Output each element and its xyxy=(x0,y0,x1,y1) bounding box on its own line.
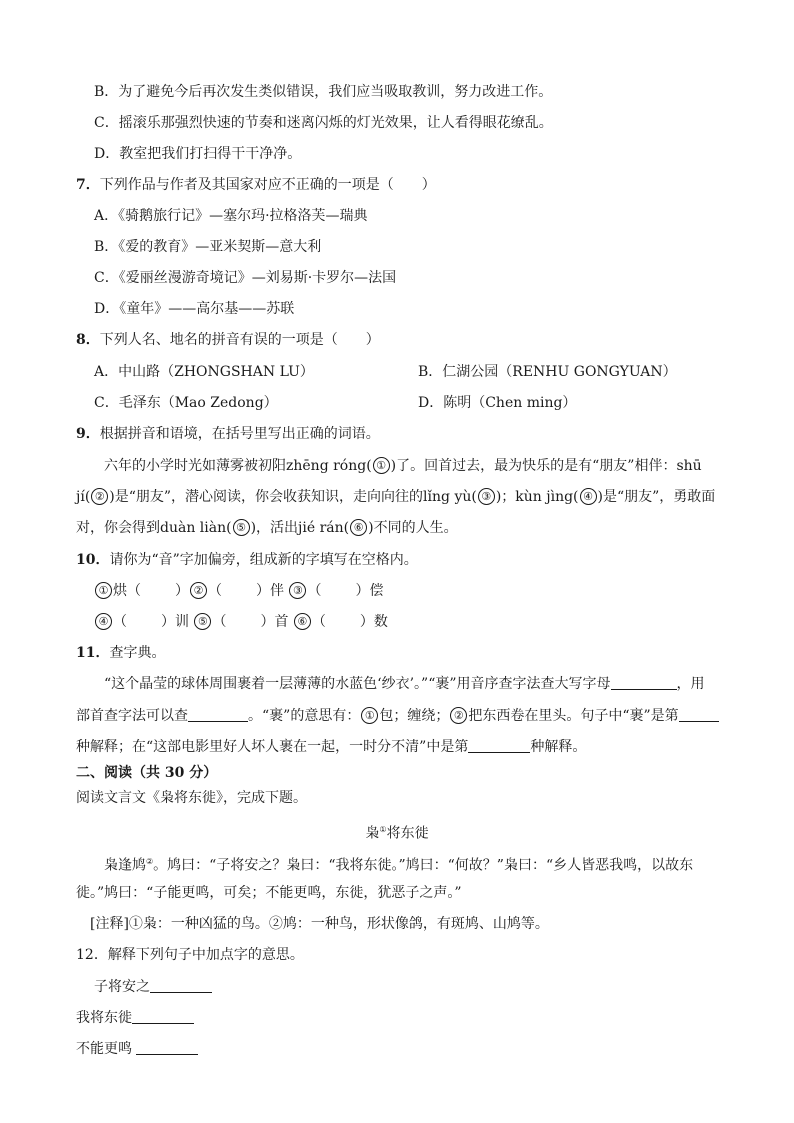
blank-marker-3: ③ xyxy=(478,488,495,505)
item-marker-4: ④ xyxy=(95,613,112,630)
q11-text: 种解释；在“这部电影里好人坏人裹在一起，一时分不清”中是第 xyxy=(76,739,469,755)
q10-stem: 请你为“音”字加偏旁，组成新的字填写在空格内。 xyxy=(109,552,418,568)
q10-number: 10． xyxy=(76,552,110,568)
passage-notes: [注释]①枭：一种凶猛的鸟。②鸠：一种鸟，形状像鸽，有斑鸠、山鸠等。 xyxy=(90,916,549,932)
q7-number: 7． xyxy=(76,177,100,193)
q8-stem: 下列人名、地名的拼音有误的一项是（ ） xyxy=(99,332,380,348)
q11-text: “这个晶莹的球体周围裹着一层薄薄的水蓝色‘纱衣’。”“裹”用音序查字法查大写字母 xyxy=(104,676,611,692)
q12-item-text: 不能更鸣 xyxy=(76,1041,137,1057)
answer-blank[interactable] xyxy=(150,978,212,993)
q9-stem: 根据拼音和语境，在括号里写出正确的词语。 xyxy=(99,426,380,442)
q9-text: )了。回首过去，最为快乐的是有“朋友”相伴：shū xyxy=(390,458,702,474)
passage-text: 。鸠曰：“子将安之？枭曰：“我将东徙。”鸠曰：“何故？”枭曰：“乡人皆恶我鸣，以故东 xyxy=(153,857,694,874)
q9-line-2 xyxy=(76,487,715,507)
q9-stem-line xyxy=(76,424,380,444)
q12-number: 12． xyxy=(76,947,108,963)
passage-title-text: 枭 xyxy=(365,825,380,842)
q7-option-c: C．《爱丽丝漫游奇境记》—刘易斯·卡罗尔—法国 xyxy=(94,270,397,286)
q8-option-c: C．毛泽东（Mao Zedong） xyxy=(94,395,278,411)
passage-text: 枭逢鸠 xyxy=(104,857,146,874)
answer-blank[interactable] xyxy=(468,738,530,753)
q8-number: 8． xyxy=(76,332,100,348)
q8-option-a: A．中山路（ZHONGSHAN LU） xyxy=(94,364,314,380)
q11-stem: 查字典。 xyxy=(109,645,166,661)
q12-item-1 xyxy=(94,977,212,997)
q10-row-1 xyxy=(94,581,383,601)
blank-marker-4: ④ xyxy=(580,488,597,505)
q6-option-b: B．为了避免今后再次发生类似错误，我们应当吸取教训，努力改进工作。 xyxy=(94,84,553,100)
q10-row-2 xyxy=(94,612,388,632)
q6-option-c: C．摇滚乐那强烈快速的节奏和迷离闪烁的灯光效果，让人看得眼花缭乱。 xyxy=(94,115,553,131)
q10-text: （ xyxy=(311,614,326,630)
q7-option-b: B．《爱的教育》—亚米契斯—意大利 xyxy=(94,239,322,255)
q11-line-1 xyxy=(104,674,705,694)
blank-marker-1: ① xyxy=(373,457,390,474)
q12-item-3 xyxy=(76,1039,198,1059)
q9-number: 9． xyxy=(76,426,100,442)
passage-title xyxy=(0,820,794,844)
passage-line-2: 徙。”鸠曰：“子能更鸣，可矣；不能更鸣，东徙，犹恶子之声。” xyxy=(76,885,462,901)
q9-text: 六年的小学时光如薄雾被初阳zhēng róng( xyxy=(104,458,372,474)
q8-option-b: B．仁湖公园（RENHU GONGYUAN） xyxy=(418,364,677,380)
q11-text: 部首查字法可以查 xyxy=(76,708,188,724)
q9-text: )不同的人生。 xyxy=(368,520,458,536)
q10-text: （ xyxy=(113,614,127,630)
meaning-marker-1: ① xyxy=(361,707,378,724)
q9-text: 对，你会得到duàn liàn( xyxy=(76,520,232,536)
q11-text: 包；缠绕； xyxy=(379,708,450,724)
q7-option-d: D．《童年》——高尔基——苏联 xyxy=(94,301,295,317)
answer-blank[interactable] xyxy=(136,1040,198,1055)
q7-option-a: A．《骑鹅旅行记》—塞尔玛·拉格洛芙—瑞典 xyxy=(94,208,368,224)
q9-text: )是“朋友”，勇敢面 xyxy=(597,489,716,505)
answer-blank[interactable] xyxy=(188,707,248,722)
q12-item-2 xyxy=(76,1008,194,1028)
footnote-mark: ① xyxy=(379,825,387,834)
item-marker-1: ① xyxy=(95,582,112,599)
section-2-title: 二、阅读（共 30 分） xyxy=(76,765,218,781)
q10-text: ）训 xyxy=(161,614,189,630)
answer-blank[interactable] xyxy=(679,707,719,722)
q8-stem-line xyxy=(76,330,380,350)
q7-stem: 下列作品与作者及其国家对应不正确的一项是（ ） xyxy=(99,177,436,193)
q12-stem: 解释下列句子中加点字的意思。 xyxy=(107,947,304,963)
q11-stem-line xyxy=(76,643,165,663)
answer-blank[interactable] xyxy=(611,675,677,690)
q10-text: （ xyxy=(307,583,322,599)
blank-marker-6: ⑥ xyxy=(350,519,367,536)
meaning-marker-2: ② xyxy=(450,707,467,724)
section-2-intro: 阅读文言文《枭将东徙》，完成下题。 xyxy=(76,790,307,806)
q11-line-3 xyxy=(76,737,586,757)
item-marker-3: ③ xyxy=(289,582,306,599)
blank-marker-5: ⑤ xyxy=(233,519,250,536)
q10-text: ）数 xyxy=(359,614,388,630)
q12-item-text: 子将安之 xyxy=(94,979,150,995)
q12-item-text: 我将东徙 xyxy=(76,1010,132,1026)
q10-text: ）偿 xyxy=(355,583,384,599)
q9-text: )；kùn jìng( xyxy=(495,489,579,505)
q12-stem-line xyxy=(76,945,304,965)
q9-line-1 xyxy=(104,456,702,476)
q10-text: ） xyxy=(175,583,189,599)
q11-line-2 xyxy=(76,706,719,726)
q7-stem-line xyxy=(76,175,436,195)
q11-text: 。“裹”的意思有： xyxy=(248,708,361,724)
answer-blank[interactable] xyxy=(132,1009,194,1024)
q9-text: )，活出jié rán( xyxy=(250,520,350,536)
q10-text: ）首 xyxy=(260,614,289,630)
passage-title-text: 将东徙 xyxy=(386,825,429,842)
passage-line-1 xyxy=(104,852,693,876)
item-marker-6: ⑥ xyxy=(294,613,311,630)
blank-marker-2: ② xyxy=(91,488,108,505)
q8-option-d: D．陈明（Chen ming） xyxy=(418,395,577,411)
q9-text: )是“朋友”，潜心阅读，你会收获知识，走向向往的lǐng yù( xyxy=(109,489,477,505)
q11-number: 11． xyxy=(76,645,110,661)
footnote-mark: ② xyxy=(146,857,154,866)
q10-text: （ xyxy=(208,583,222,599)
q10-stem-line xyxy=(76,550,418,570)
q11-text: ，用 xyxy=(676,676,705,692)
q10-text: ）伴 xyxy=(256,583,284,599)
q11-text: 把东西卷在里头。句子中“裹”是第 xyxy=(468,708,679,724)
q10-text: （ xyxy=(212,614,227,630)
item-marker-5: ⑤ xyxy=(194,613,211,630)
q9-text: jí( xyxy=(76,489,91,505)
q11-text: 种解释。 xyxy=(530,739,587,755)
item-marker-2: ② xyxy=(190,582,207,599)
q9-line-3 xyxy=(76,518,458,538)
q10-text: 烘（ xyxy=(113,583,141,599)
q6-option-d: D．教室把我们打扫得干干净净。 xyxy=(94,146,302,162)
